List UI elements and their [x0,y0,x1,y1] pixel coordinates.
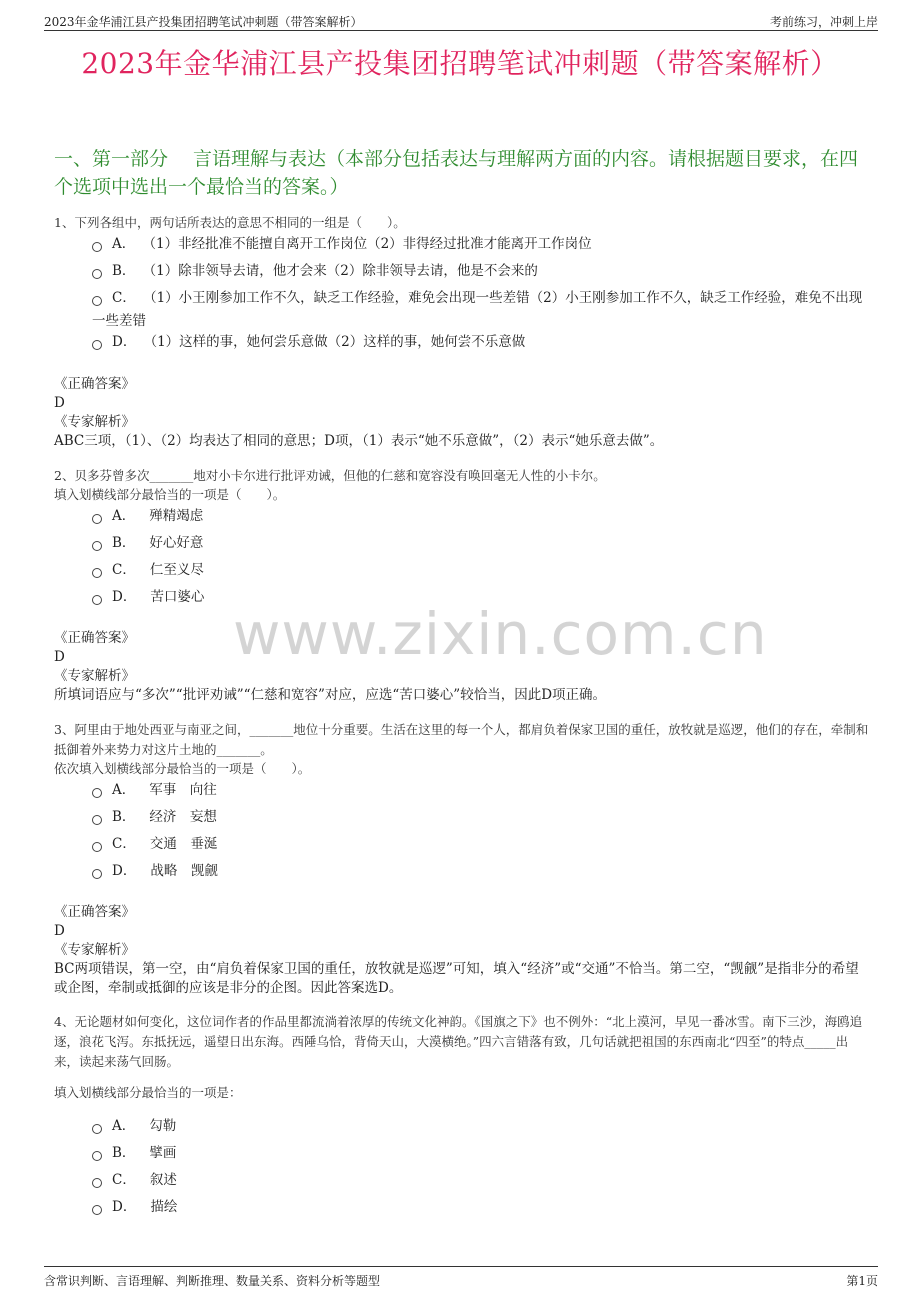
radio-icon[interactable] [92,595,102,605]
q2-option-a[interactable]: A． 殚精竭虑 [92,505,872,527]
q2-option-c[interactable]: C． 仁至义尽 [92,559,872,581]
radio-icon[interactable] [92,1151,102,1161]
q3-option-a[interactable]: A． 军事 向往 [92,779,872,801]
question-1-stem: 1、下列各组中，两句话所表达的意思不相同的一组是（ ）。 [54,215,406,230]
q1-answer-label: 《正确答案》 [54,376,135,392]
q3-option-c[interactable]: C． 交通 垂涎 [92,833,872,855]
radio-icon[interactable] [92,815,102,825]
document-title: 2023年金华浦江县产投集团招聘笔试冲刺题（带答案解析） [81,47,839,80]
q1-analysis: ABC三项，（1）、（2）均表达了相同的意思；D项，（1）表示“她不乐意做”，（2）表示“她乐意去做”。 [54,433,664,449]
page-footer [44,1266,878,1287]
q3-analysis: BC两项错误，第一空，由“肩负着保家卫国的重任，放牧就是巡逻”可知，填入“经济”或“交通”不恰当。第二空，“觊觎”是指非分的希望或企图，牵制或抵御的应该是非分的企图。因此答案选D。 [54,961,859,996]
q3-option-d[interactable]: D． 战略 觊觎 [92,860,872,882]
question-4-instruction: 填入划横线部分最恰当的一项是： [54,1085,242,1100]
header-slogan: 考前练习，冲刺上岸 [769,15,878,29]
radio-icon[interactable] [92,541,102,551]
q1-analysis-label: 《专家解析》 [54,414,135,430]
radio-icon[interactable] [92,340,102,350]
header-doc-title: 2023年金华浦江县产投集团招聘笔试冲刺题（带答案解析） [44,15,363,29]
q4-option-a[interactable]: A． 勾勒 [92,1115,872,1137]
q4-option-d[interactable]: D． 描绘 [92,1196,872,1218]
radio-icon[interactable] [92,1178,102,1188]
section-heading: 一、第一部分 言语理解与表达（本部分包括表达与理解两方面的内容。请根据题目要求，在四个选项中选出一个最恰当的答案。） [54,148,859,198]
radio-icon[interactable] [92,568,102,578]
question-3-instruction: 依次填入划横线部分最恰当的一项是（ ）。 [54,761,311,776]
q3-option-b[interactable]: B． 经济 妄想 [92,806,872,828]
q2-analysis: 所填词语应与“多次”“批评劝诫”“仁慈和宽容”对应，应选“苦口婆心”较恰当，因此D项正确。 [54,687,607,703]
q3-analysis-label: 《专家解析》 [54,942,135,958]
radio-icon[interactable] [92,296,102,306]
question-3-stem: 3、阿里由于地处西亚与南亚之间，_______地位十分重要。生活在这里的每一个人，都肩负着保家卫国的重任，放牧就是巡逻，他们的存在，牵制和抵御着外来势力对这片土地的_______。 [54,722,869,757]
q1-option-b[interactable]: B． （1）除非领导去请，他才会来（2）除非领导去请，他是不会来的 [92,260,872,282]
q2-option-d[interactable]: D． 苦口婆心 [92,586,872,608]
q1-answer: D [54,395,65,411]
radio-icon[interactable] [92,514,102,524]
page-number: 第1页 [846,1274,878,1288]
question-4-stem: 4、无论题材如何变化，这位词作者的作品里都流淌着浓厚的传统文化神韵。《国旗之下》也不例外：“北上漠河，早见一番冰雪。南下三沙，海鸥追逐，浪花飞泻。东抵抚远，遥望日出东海。西陲乌恰，背倚天山，大漠横绝。”四六言错落有致，几句话就把祖国的东西南北“四至”的特点_____出来，读起来荡气回肠。 [54,1014,863,1069]
q3-answer-label: 《正确答案》 [54,904,135,920]
q1-option-a[interactable]: A． （1）非经批准不能擅自离开工作岗位（2）非得经过批准才能离开工作岗位 [92,233,872,255]
q1-option-c[interactable]: C． （1）小王刚参加工作不久，缺乏工作经验，难免会出现一些差错（2）小王刚参加工作不久，缺乏工作经验，难免不出现一些差错 [92,290,863,329]
radio-icon[interactable] [92,869,102,879]
question-2-stem: 2、贝多芬曾多次_______地对小卡尔进行批评劝诫，但他的仁慈和宽容没有唤回毫无人性的小卡尔。 [54,468,606,483]
q2-analysis-label: 《专家解析》 [54,668,135,684]
q2-answer: D [54,649,65,665]
watermark: www.zixin.com.cn [233,600,768,668]
q2-answer-label: 《正确答案》 [54,630,135,646]
footer-note: 含常识判断、言语理解、判断推理、数量关系、资料分析等题型 [44,1274,381,1288]
q2-option-b[interactable]: B． 好心好意 [92,532,872,554]
q4-option-c[interactable]: C． 叙述 [92,1169,872,1191]
radio-icon[interactable] [92,242,102,252]
radio-icon[interactable] [92,788,102,798]
q3-answer: D [54,923,65,939]
radio-icon[interactable] [92,842,102,852]
page-header [44,10,878,31]
question-2-instruction: 填入划横线部分最恰当的一项是（ ）。 [54,487,286,502]
q4-option-b[interactable]: B． 擘画 [92,1142,872,1164]
radio-icon[interactable] [92,1124,102,1134]
radio-icon[interactable] [92,269,102,279]
radio-icon[interactable] [92,1205,102,1215]
q1-option-d[interactable]: D． （1）这样的事，她何尝乐意做（2）这样的事，她何尝不乐意做 [92,331,872,353]
